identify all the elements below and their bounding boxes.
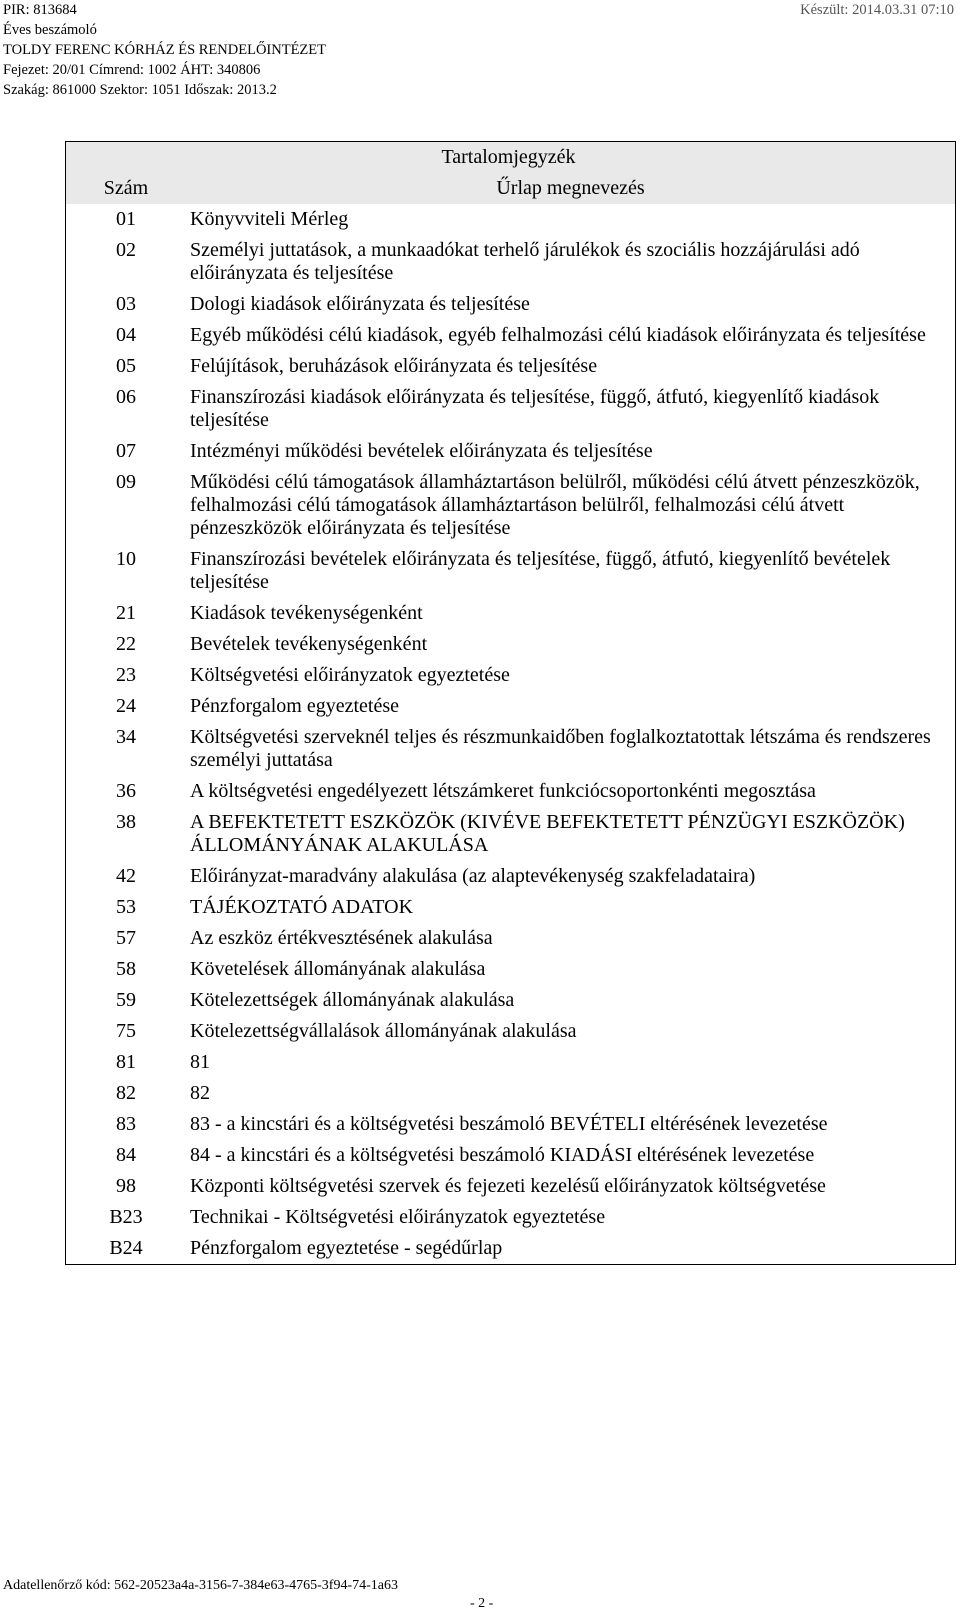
- form-number: 21: [116, 602, 136, 624]
- table-row: [66, 436, 956, 467]
- table-row: [66, 629, 956, 660]
- table-row: [66, 382, 956, 436]
- table-row: [66, 544, 956, 598]
- table-row: [66, 1047, 956, 1078]
- report-type: Éves beszámoló: [3, 22, 97, 38]
- form-name: Költségvetési szerveknél teljes és részmunkaidőben foglalkoztatottak létszáma és rendszeres személyi juttatása: [190, 726, 931, 771]
- form-name: 82: [190, 1082, 210, 1104]
- table-title: Tartalomjegyzék: [66, 142, 956, 174]
- form-number: 09: [116, 471, 136, 493]
- form-name: Felújítások, beruházások előirányzata és teljesítése: [190, 355, 598, 377]
- form-number: 53: [116, 896, 136, 918]
- table-row: [66, 954, 956, 985]
- form-name: Költségvetési előirányzatok egyeztetése: [190, 664, 510, 686]
- form-number: 81: [116, 1051, 136, 1073]
- form-name: Személyi juttatások, a munkaadókat terhelő járulékok és szociális hozzájárulási adó előirányzata és teljesítése: [190, 239, 860, 284]
- table-row: [66, 660, 956, 691]
- form-name: Pénzforgalom egyeztetése: [190, 695, 399, 717]
- table-row: [66, 204, 956, 235]
- form-name: TÁJÉKOZTATÓ ADATOK: [190, 896, 414, 918]
- form-number: 02: [116, 239, 136, 261]
- form-number: 05: [116, 355, 136, 377]
- form-name: Központi költségvetési szervek és fejezeti kezelésű előirányzatok költségvetése: [190, 1175, 826, 1197]
- table-row: [66, 985, 956, 1016]
- form-name: Finanszírozási bevételek előirányzata és teljesítése, függő, átfutó, kiegyenlítő bevételek teljesítése: [190, 548, 891, 593]
- form-name: Előirányzat-maradvány alakulása (az alaptevékenység szakfeladataira): [190, 865, 756, 887]
- form-number: 59: [116, 989, 136, 1011]
- form-number: 03: [116, 293, 136, 315]
- form-number: 34: [116, 726, 136, 748]
- table-row: [66, 1016, 956, 1047]
- document-header: [3, 0, 326, 100]
- table-row: [66, 1202, 956, 1233]
- form-name: Követelések állományának alakulása: [190, 958, 486, 980]
- institution-name: TOLDY FERENC KÓRHÁZ ÉS RENDELŐINTÉZET: [3, 42, 327, 58]
- form-number: 42: [116, 865, 136, 887]
- column-header-row: [66, 173, 956, 204]
- form-number: 23: [116, 664, 136, 686]
- table-row: [66, 320, 956, 351]
- form-number: B24: [109, 1237, 143, 1259]
- table-row: [66, 235, 956, 289]
- form-number: B23: [109, 1206, 143, 1228]
- form-number: 22: [116, 633, 136, 655]
- form-number: 75: [116, 1020, 136, 1042]
- form-number: 82: [116, 1082, 136, 1104]
- form-name: Technikai - Költségvetési előirányzatok egyeztetése: [190, 1206, 606, 1228]
- form-name: A költségvetési engedélyezett létszámkeret funkciócsoportonkénti megosztása: [190, 780, 816, 802]
- form-name: Az eszköz értékvesztésének alakulása: [190, 927, 493, 949]
- form-name: A BEFEKTETETT ESZKÖZÖK (KIVÉVE BEFEKTETETT PÉNZÜGYI ESZKÖZÖK) ÁLLOMÁNYÁNAK ALAKULÁSA: [190, 811, 905, 856]
- form-name: Kötelezettségvállalások állományának alakulása: [190, 1020, 577, 1042]
- form-name: Bevételek tevékenységenként: [190, 633, 428, 655]
- form-number: 10: [116, 548, 136, 570]
- table-of-contents: [65, 141, 956, 1265]
- chapter-info: Fejezet: 20/01 Címrend: 1002 ÁHT: 340806: [3, 62, 261, 78]
- table-row: [66, 1171, 956, 1202]
- form-number: 38: [116, 811, 136, 833]
- form-name: Finanszírozási kiadások előirányzata és teljesítése, függő, átfutó, kiegyenlítő kiadások teljesítése: [190, 386, 880, 431]
- pir-number: PIR: 813684: [3, 2, 77, 18]
- table-row: [66, 467, 956, 544]
- table-title-row: [66, 142, 956, 174]
- column-header-number: Szám: [66, 173, 191, 204]
- table-row: [66, 1140, 956, 1171]
- table-row: [66, 1078, 956, 1109]
- table-row: [66, 892, 956, 923]
- created-timestamp: Készült: 2014.03.31 07:10: [800, 2, 954, 18]
- column-header-form-name: Űrlap megnevezés: [190, 173, 956, 204]
- form-name: 81: [190, 1051, 210, 1073]
- table-row: [66, 351, 956, 382]
- table-row: [66, 1109, 956, 1140]
- form-name: Pénzforgalom egyeztetése - segédűrlap: [190, 1237, 503, 1259]
- table-row: [66, 776, 956, 807]
- form-number: 07: [116, 440, 136, 462]
- table-row: [66, 861, 956, 892]
- form-number: 83: [116, 1113, 136, 1135]
- form-name: Kiadások tevékenységenként: [190, 602, 423, 624]
- table-row: [66, 807, 956, 861]
- form-name: Működési célú támogatások államháztartáson belülről, működési célú átvett pénzeszközök, felhalmozási célú támogatások államháztartáson belülről, felhalmozási célú átvett pénzeszközök előirányzata és teljesítése: [190, 471, 920, 539]
- form-name: Egyéb működési célú kiadások, egyéb felhalmozási célú kiadások előirányzata és teljesítése: [190, 324, 926, 346]
- table-row: [66, 598, 956, 629]
- form-number: 36: [116, 780, 136, 802]
- table-row: [66, 691, 956, 722]
- form-name: Kötelezettségek állományának alakulása: [190, 989, 515, 1011]
- form-name: 83 - a kincstári és a költségvetési beszámoló BEVÉTELI eltérésének levezetése: [190, 1113, 828, 1135]
- data-check-code: Adatellenőrző kód: 562-20523a4a-3156-7-384e63-4765-3f94-74-1a63: [3, 1578, 399, 1593]
- page-number: - 2 -: [470, 1596, 494, 1611]
- form-number: 06: [116, 386, 136, 408]
- form-name: Könyvviteli Mérleg: [190, 208, 349, 230]
- form-number: 84: [116, 1144, 136, 1166]
- form-number: 57: [116, 927, 136, 949]
- form-number: 98: [116, 1175, 136, 1197]
- table-row: [66, 722, 956, 776]
- form-number: 24: [116, 695, 136, 717]
- form-name: Dologi kiadások előirányzata és teljesítése: [190, 293, 530, 315]
- form-number: 58: [116, 958, 136, 980]
- form-name: Intézményi működési bevételek előirányzata és teljesítése: [190, 440, 653, 462]
- form-number: 01: [116, 208, 136, 230]
- sector-info: Szakág: 861000 Szektor: 1051 Időszak: 2013.2: [3, 82, 277, 98]
- table-row: [66, 923, 956, 954]
- table-row: [66, 289, 956, 320]
- form-number: 04: [116, 324, 136, 346]
- table-row: [66, 1233, 956, 1265]
- form-name: 84 - a kincstári és a költségvetési beszámoló KIADÁSI eltérésének levezetése: [190, 1144, 815, 1166]
